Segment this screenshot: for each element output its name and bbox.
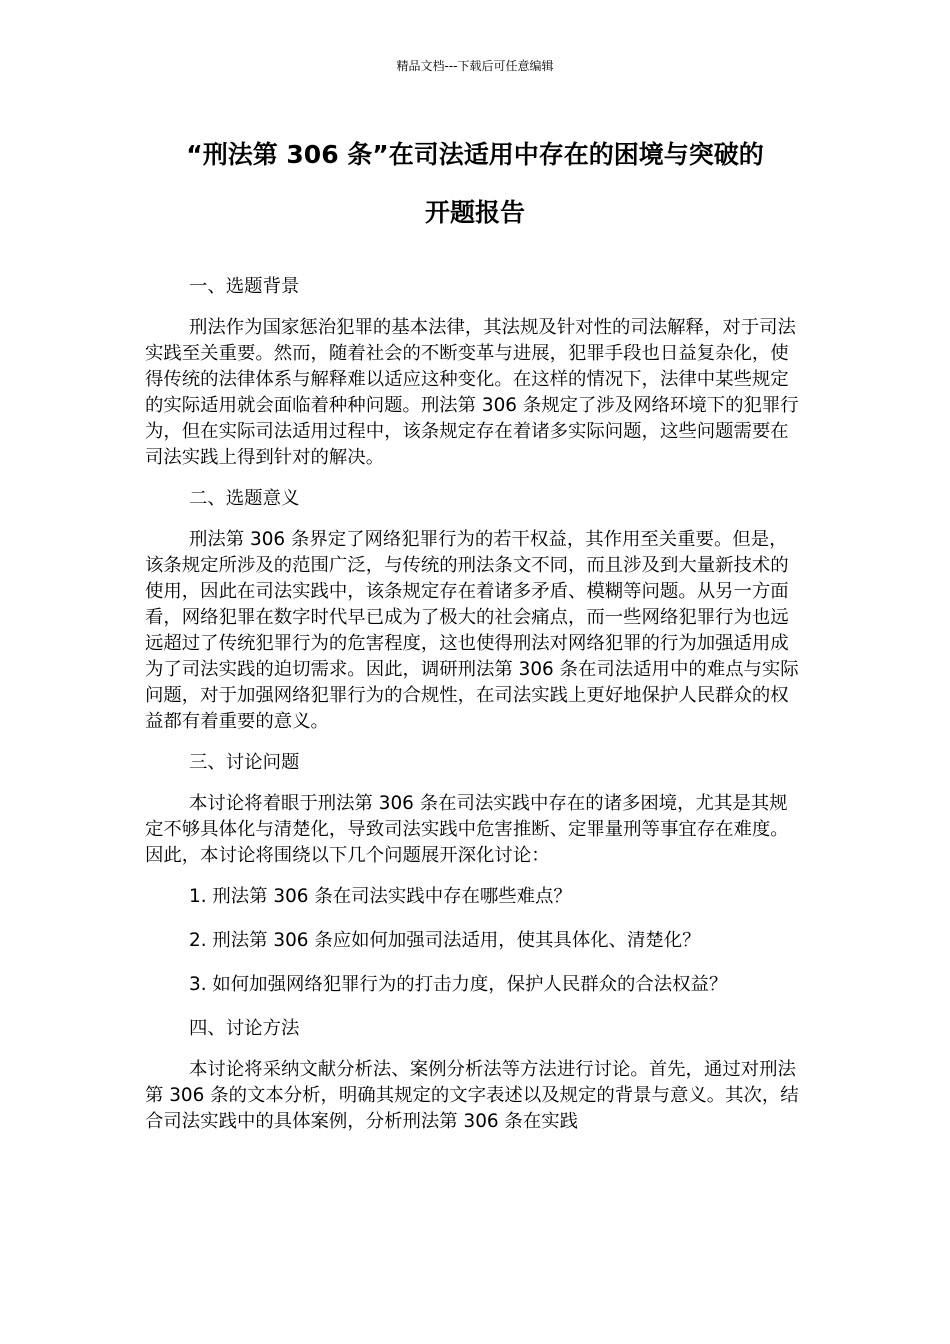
paragraph-significance: 刑法第 306 条界定了网络犯罪行为的若干权益，其作用至关重要。但是，该条规定所涉及的范围广泛，与传统的刑法条文不同，而且涉及到大量新技术的使用，因此在司法实践中，该条规定存在着诸多矛盾、模糊等问题。从另一方面看，网络犯罪在数字时代早已成为了极大的社会痛点，而一些网络犯罪行为也远远超过了传统犯罪行为的危害程度，这也使得刑法对网络犯罪的行为加强适用成为了司法实践的迫切需求。因此，调研刑法第 306 条在司法适用中的难点与实际问题，对于加强网络犯罪行为的合规性，在司法实践上更好地保护人民群众的权益都有着重要的意义。 [145,529,799,732]
question-item-3: 3. 如何加强网络犯罪行为的打击力度，保护人民群众的合法权益？ [189,974,728,995]
section-heading-background: 一、选题背景 [189,276,300,297]
paragraph-methods: 本讨论将采纳文献分析法、案例分析法等方法进行讨论。首先，通过对刑法第 306 条的文本分析，明确其规定的文字表述以及规定的背景与意义。其次，结合司法实践中的具体案例，分析刑法第 306 条在实践 [145,1059,799,1132]
question-item-2: 2. 刑法第 306 条应如何加强司法适用，使其具体化、清楚化？ [189,930,701,951]
section-heading-significance: 二、选题意义 [189,488,300,509]
section-heading-methods: 四、讨论方法 [189,1018,300,1039]
paragraph-background: 刑法作为国家惩治犯罪的基本法律，其法规及针对性的司法解释，对于司法实践至关重要。然而，随着社会的不断变革与进展，犯罪手段也日益复杂化，使得传统的法律体系与解释难以适应这种变化。在这样的情况下，法律中某些规定的实际适用就会面临着种种问题。刑法第 306 条规定了涉及网络环境下的犯罪行为，但在实际司法适用过程中，该条规定存在着诸多实际问题，这些问题需要在司法实践上得到针对的解决。 [145,317,799,468]
document-title-line-1: “刑法第 306 条”在司法适用中存在的困境与突破的 [186,140,764,169]
document-title-line-2: 开题报告 [424,198,525,227]
page-header: 精品文档---下载后可任意编辑 [396,59,554,73]
question-item-1: 1. 刑法第 306 条在司法实践中存在哪些难点？ [189,886,572,907]
document-body [145,274,805,1150]
paragraph-questions: 本讨论将着眼于刑法第 306 条在司法实践中存在的诸多困境，尤其是其规定不够具体化与清楚化，导致司法实践中危害推断、定罪量刑等事宜存在难度。因此，本讨论将围绕以下几个问题展开深化讨论： [145,793,789,866]
section-heading-questions: 三、讨论问题 [189,752,300,773]
